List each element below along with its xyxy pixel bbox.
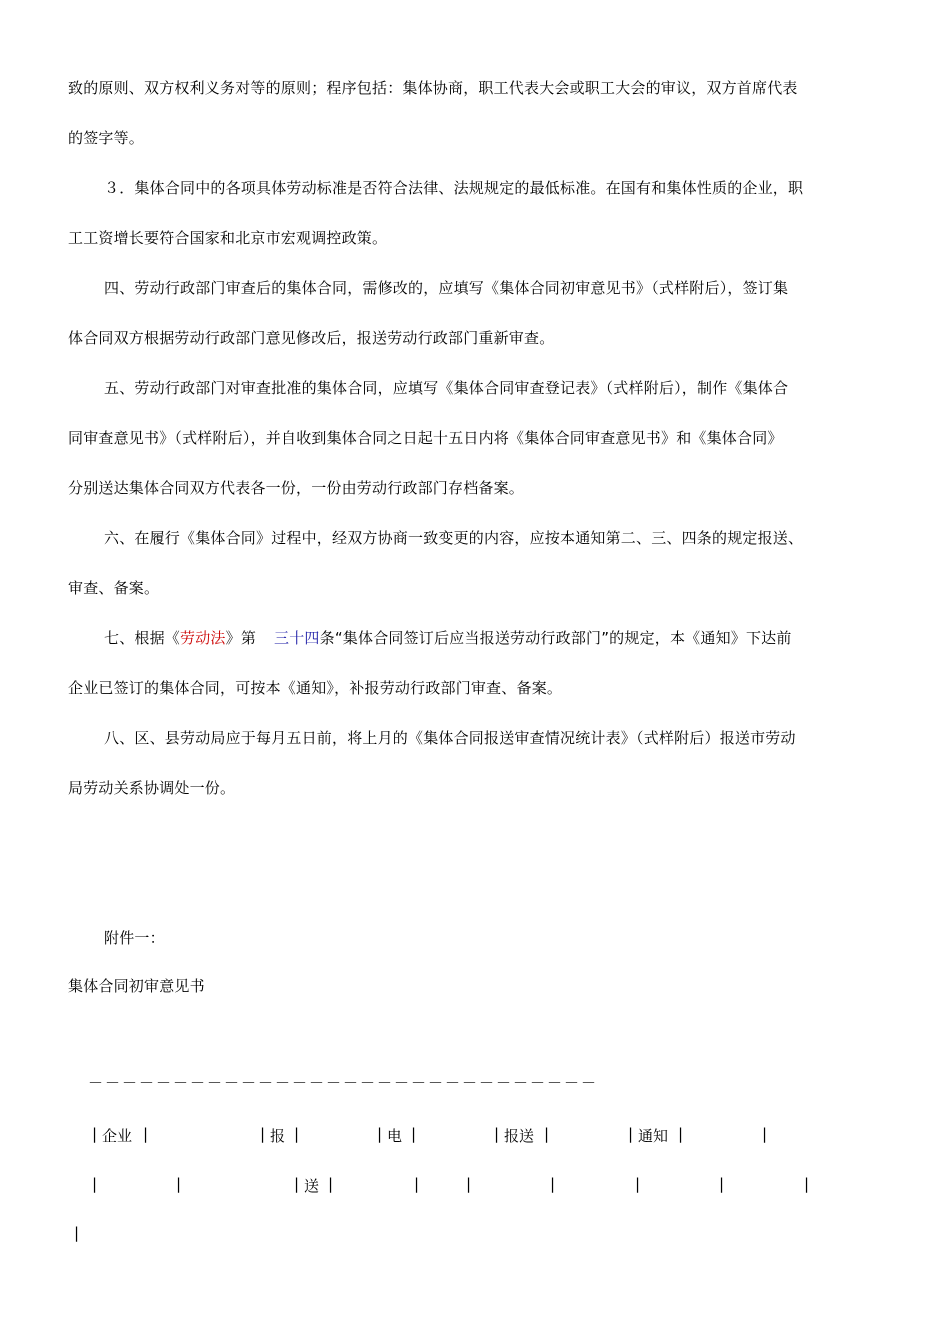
table-divider: | [544, 1125, 550, 1143]
paragraph-line: 八、区、县劳动局应于每月五日前，将上月的《集体合同报送审查情况统计表》（式样附后）报送市劳动 [104, 729, 796, 747]
text-segment: 条“集体合同签订后应当报送劳动行政部门”的规定，本《通知》下达前 [319, 629, 792, 647]
table-divider: | [377, 1125, 383, 1143]
paragraph-line: 分别送达集体合同双方代表各一份，一份由劳动行政部门存档备案。 [68, 479, 525, 497]
paragraph-line-with-links [104, 628, 792, 648]
table-divider: | [92, 1125, 98, 1143]
paragraph-line: ３．集体合同中的各项具体劳动标准是否符合法律、法规规定的最低标准。在国有和集体性质的企业，职 [104, 179, 804, 197]
table-cell: 通知 [638, 1127, 669, 1145]
article-34-link[interactable]: 三十四 [274, 629, 320, 647]
paragraph-line: 同审查意见书》（式样附后），并自收到集体合同之日起十五日内将《集体合同审查意见书》和《集体合同》 [68, 429, 783, 447]
table-divider: | [550, 1175, 556, 1193]
table-divider: | [719, 1175, 725, 1193]
table-cell: 电 [387, 1127, 403, 1145]
table-divider: | [762, 1125, 768, 1143]
paragraph-line: 五、劳动行政部门对审查批准的集体合同，应填写《集体合同审查登记表》（式样附后），制作《集体合 [104, 379, 789, 397]
table-divider: | [804, 1175, 810, 1193]
labor-law-link[interactable]: 劳动法 [180, 629, 226, 647]
paragraph-line: 的签字等。 [68, 129, 145, 147]
paragraph-line: 局劳动关系协调处一份。 [68, 779, 236, 797]
paragraph-line: 企业已签订的集体合同，可按本《通知》，补报劳动行政部门审查、备案。 [68, 679, 563, 697]
paragraph-line: 工工资增长要符合国家和北京市宏观调控政策。 [68, 229, 388, 247]
table-cell: 企业 [102, 1127, 133, 1145]
text-segment: 》第 [225, 629, 257, 647]
paragraph-line: 六、在履行《集体合同》过程中，经双方协商一致变更的内容，应按本通知第二、三、四条的规定报送、 [104, 529, 804, 547]
table-divider: | [176, 1175, 182, 1193]
paragraph-line: 体合同双方根据劳动行政部门意见修改后，报送劳动行政部门重新审查。 [68, 329, 555, 347]
table-divider: | [411, 1125, 417, 1143]
attachment-title: 集体合同初审意见书 [68, 977, 205, 995]
text-segment: 七、根据《 [104, 629, 181, 647]
table-divider: | [678, 1125, 684, 1143]
table-divider: | [494, 1125, 500, 1143]
table-divider: | [635, 1175, 641, 1193]
attachment-label: 附件一： [104, 929, 165, 947]
table-divider: | [294, 1175, 300, 1193]
table-divider: | [143, 1125, 149, 1143]
table-top-border: －－－－－－－－－－－－－－－－－－－－－－－－－－－－－－ [88, 1074, 599, 1092]
table-divider: | [92, 1175, 98, 1193]
paragraph-line: 审查、备案。 [68, 579, 160, 597]
table-divider: | [628, 1125, 634, 1143]
table-cell: 报送 [504, 1127, 535, 1145]
table-cell: 报 [270, 1127, 286, 1145]
table-divider: | [414, 1175, 420, 1193]
table-divider: | [74, 1224, 80, 1242]
table-divider: | [294, 1125, 300, 1143]
paragraph-line: 四、劳动行政部门审查后的集体合同，需修改的，应填写《集体合同初审意见书》（式样附后），签订集 [104, 279, 789, 297]
table-divider: | [260, 1125, 266, 1143]
table-divider: | [466, 1175, 472, 1193]
table-cell: 送 [304, 1177, 320, 1195]
table-divider: | [328, 1175, 334, 1193]
paragraph-line: 致的原则、双方权利义务对等的原则；程序包括：集体协商，职工代表大会或职工大会的审议，双方首席代表 [68, 79, 798, 97]
